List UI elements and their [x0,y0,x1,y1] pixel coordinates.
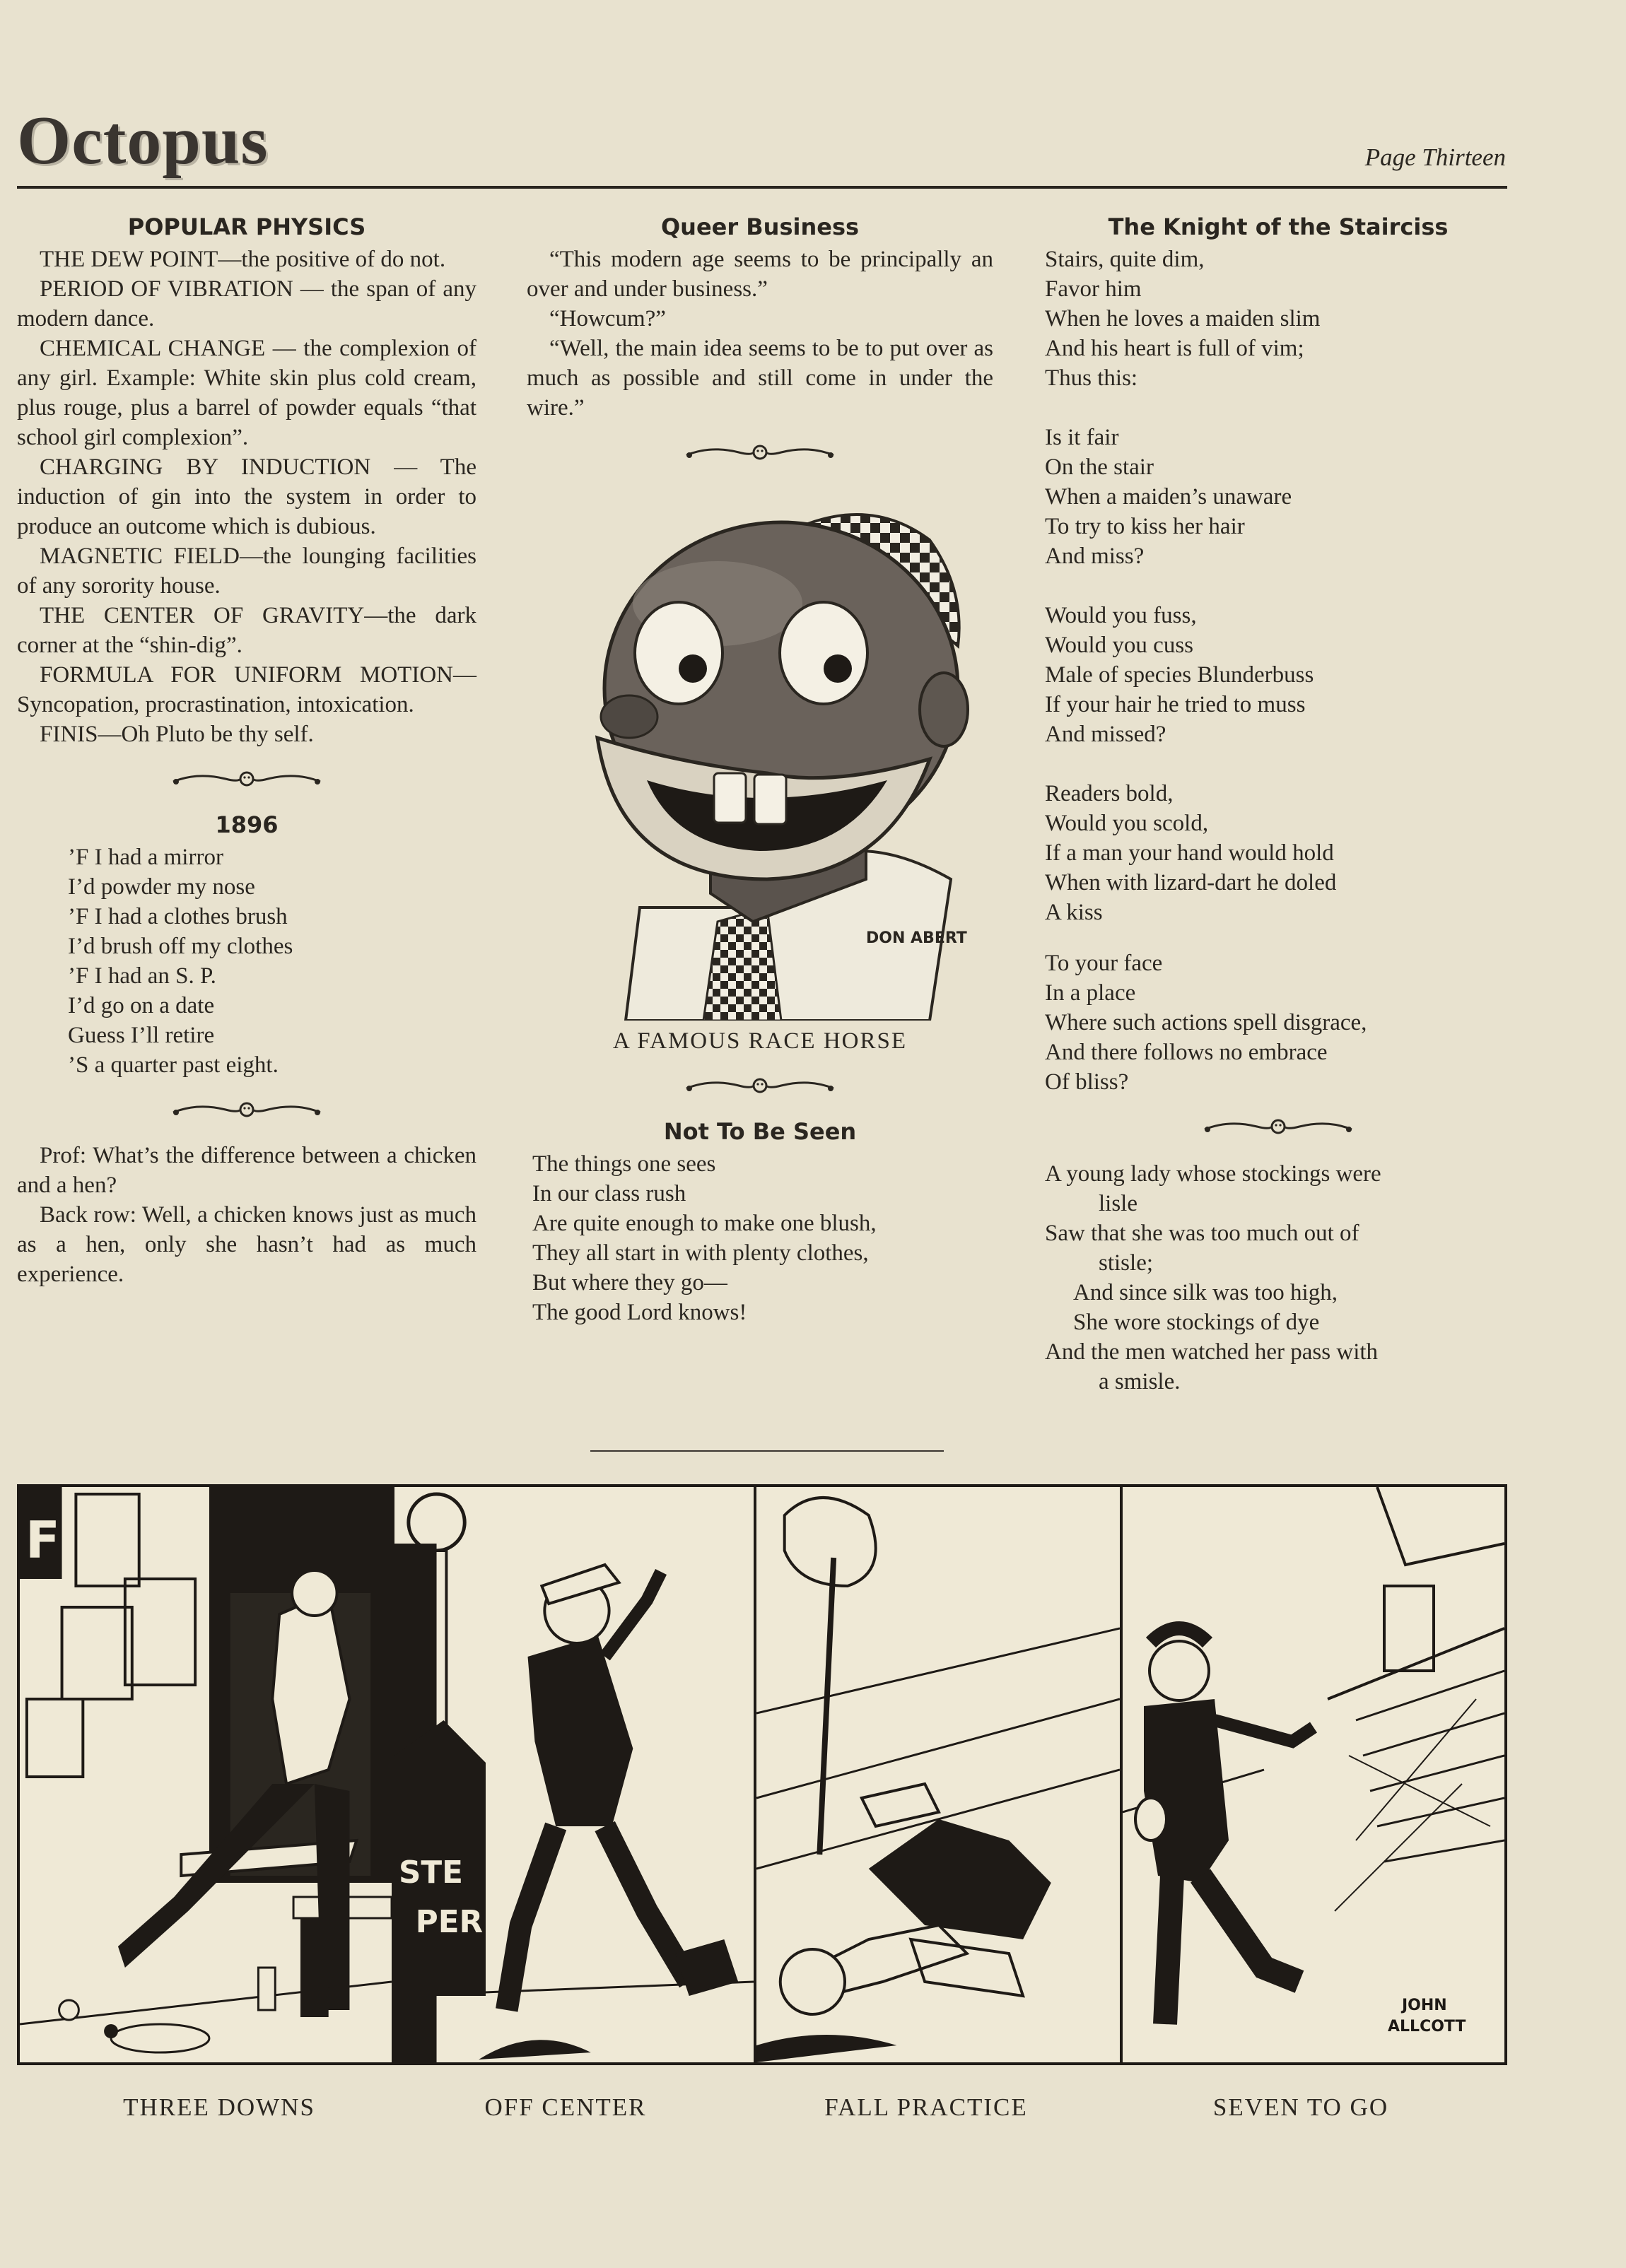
poem-line: On the stair [1045,454,1154,480]
header-rule [17,186,1507,189]
physics-paragraph: THE CENTER OF GRAVITY—the dark corner at the “shin-dig”. [17,603,476,658]
limerick-line: And the men watched her pass with [1045,1339,1379,1365]
poem-line: Readers bold, [1045,781,1174,806]
queer-business-paragraph: “This modern age seems to be principally an over and under business.” [527,247,993,302]
poem-stanza [1045,948,1511,1097]
limerick-line: stisle; [1099,1250,1154,1276]
page-number: Page Thirteen [1364,143,1506,171]
pennant-sign: F [25,1510,60,1570]
poem-line: Thus this: [1045,365,1138,391]
poem-stanza [1045,601,1511,749]
physics-paragraph: PERIOD OF VIBRATION — the span of any modern dance. [17,276,476,331]
not-to-be-seen-poem [532,1149,993,1327]
poem-line: But where they go— [532,1270,727,1295]
poem-line: When a maiden’s unaware [1045,484,1292,510]
physics-paragraph: FORMULA FOR UNIFORM MOTION—Syncopation, procrastination, intoxication. [17,662,476,717]
poem-line: ’F I had a clothes brush [68,904,288,929]
poem-line: And his heart is full of vim; [1045,336,1304,361]
poem-line: A kiss [1045,900,1103,925]
middle-column [527,212,993,1327]
poem-line: If your hair he tried to muss [1045,692,1306,717]
poem-line: And there follows no embrace [1045,1040,1328,1065]
poem-line: If a man your hand would hold [1045,840,1334,866]
steeper-sign-top: STE [398,1854,463,1891]
poem-line: In a place [1045,980,1136,1006]
limerick-line: Saw that she was too much out of [1045,1221,1359,1246]
not-to-be-seen-heading: Not To Be Seen [663,1118,857,1145]
poem-line: Is it fair [1045,425,1119,450]
poem-stanza [1045,779,1511,927]
comic-panel-three-downs [20,1487,394,2062]
prof-joke-answer: Back row: Well, a chicken knows just as much as a hen, only she hasn’t had as much experience. [17,1202,476,1287]
poem-line: Stairs, quite dim, [1045,247,1205,272]
ornament-divider [1200,1117,1356,1138]
poem-line: To your face [1045,951,1163,976]
poem-line: ’F I had an S. P. [68,963,216,989]
physics-paragraph: THE DEW POINT—the positive of do not. [40,247,446,272]
poem-line: Would you cuss [1045,633,1194,658]
strip-caption-fall-practice: FALL PRACTICE [824,2093,1028,2121]
queer-business-heading: Queer Business [660,213,860,240]
queer-business-paragraph: “Howcum?” [549,306,666,331]
limerick-line: a smisle. [1099,1369,1181,1394]
physics-paragraph: CHEMICAL CHANGE — the complexion of any girl. Example: White skin plus cold cream, plus rouge, plus a barrel of powder equals “that school girl complexion”. [17,336,476,450]
poem-line: I’d go on a date [68,993,215,1018]
prof-joke-question: Prof: What’s the difference between a chicken and a hen? [17,1143,476,1198]
physics-paragraph: MAGNETIC FIELD—the lounging facilities of any sorority house. [17,544,476,599]
poem-line: Would you scold, [1045,811,1209,836]
right-column [1045,212,1511,1397]
ornament-divider [169,1100,324,1121]
poem-1896-heading: 1896 [215,811,279,838]
physics-paragraph: FINIS—Oh Pluto be thy self. [40,722,314,747]
limerick-line: lisle [1099,1191,1137,1216]
poem-1896 [68,842,476,1080]
caricature-illustration [534,483,986,1021]
poem-line: I’d powder my nose [68,874,255,900]
popular-physics-heading: POPULAR PHYSICS [127,213,366,240]
poem-line: I’d brush off my clothes [68,934,293,959]
artist-signature-top: JOHN [1402,1997,1447,2014]
poem-line: And missed? [1045,722,1166,747]
queer-business-paragraph: “Well, the main idea seems to be to put over as much as possible and still come in under the wire.” [527,336,993,421]
comic-panel-seven-to-go [1123,1487,1504,2062]
illustration-caption: A FAMOUS RACE HORSE [612,1028,908,1054]
limerick [1045,1159,1511,1397]
poem-line: Would you fuss, [1045,603,1197,628]
knight-staircase-heading: The Knight of the Stairciss [1108,213,1449,240]
poem-line: And miss? [1045,544,1145,569]
left-column [17,212,476,1289]
physics-paragraph: CHARGING BY INDUCTION — The induction of gin into the system in order to produce an outcome which is dubious. [17,454,476,539]
poem-stanza [1045,245,1511,393]
comic-strip [17,1484,1507,2065]
comic-panel-fall-practice [756,1487,1123,2062]
steeper-sign-bottom: PER [415,1903,484,1941]
poem-line: ’S a quarter past eight. [68,1052,279,1078]
poem-line: Guess I’ll retire [68,1023,215,1048]
ornament-divider [682,442,838,464]
limerick-line: She wore stockings of dye [1073,1310,1320,1335]
poem-line: Where such actions spell disgrace, [1045,1010,1367,1035]
poem-line: The good Lord knows! [532,1300,747,1325]
poem-line: To try to kiss her hair [1045,514,1245,539]
section-rule [590,1450,944,1452]
poem-line: ’F I had a mirror [68,845,223,870]
poem-line: Favor him [1045,276,1142,302]
poem-line: Male of species Blunderbuss [1045,662,1314,688]
strip-caption-off-center: OFF CENTER [484,2093,647,2121]
poem-line: When with lizard-dart he doled [1045,870,1337,895]
artist-signature-bottom: ALLCOTT [1388,2018,1466,2035]
illustration-signature: DON ABERT [866,929,967,947]
poem-line: In our class rush [532,1181,686,1206]
poem-line: Are quite enough to make one blush, [532,1211,877,1236]
poem-line: When he loves a maiden slim [1045,306,1321,331]
strip-caption-three-downs: THREE DOWNS [123,2093,315,2121]
strip-caption-seven-to-go: SEVEN TO GO [1212,2093,1389,2121]
limerick-line: A young lady whose stockings were [1045,1161,1381,1187]
poem-line: The things one sees [532,1151,716,1177]
ornament-divider [682,1076,838,1097]
ornament-divider [169,769,324,790]
poem-stanza [1045,423,1511,571]
limerick-line: And since silk was too high, [1073,1280,1338,1305]
masthead-logo: Octopus [17,102,269,179]
poem-line: Of bliss? [1045,1069,1129,1095]
comic-panel-off-center [394,1487,756,2062]
poem-line: They all start in with plenty clothes, [532,1240,869,1266]
